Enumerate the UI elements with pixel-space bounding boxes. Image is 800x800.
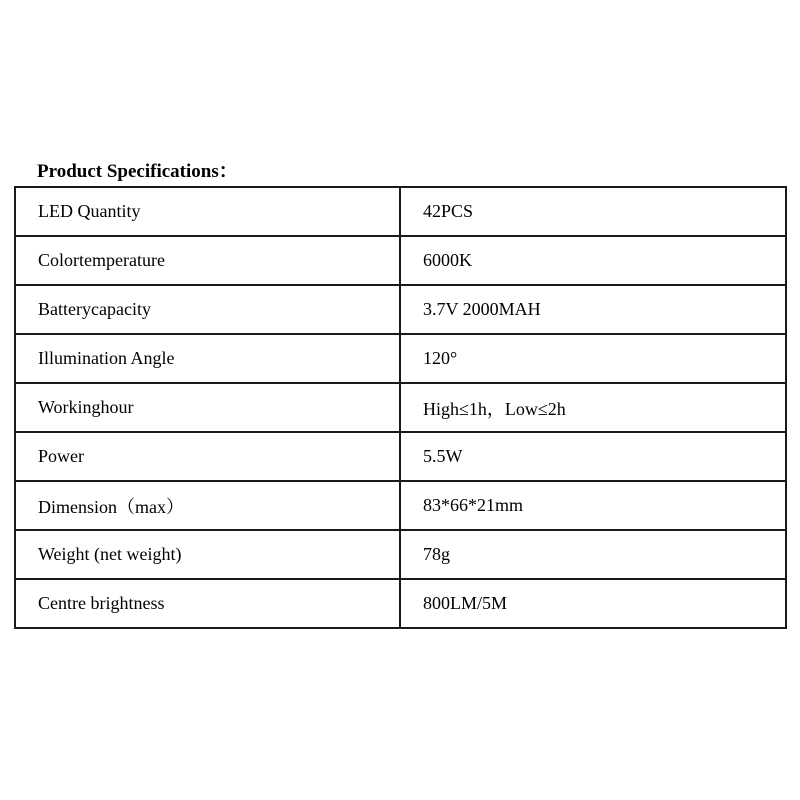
table-row	[15, 383, 786, 432]
spec-label: Illumination Angle	[15, 334, 400, 383]
spec-value: 78g	[400, 530, 786, 579]
page-title: Product Specifications：	[37, 161, 238, 182]
table-row	[15, 579, 786, 628]
table-row	[15, 530, 786, 579]
table-row	[15, 187, 786, 236]
table-row	[15, 285, 786, 334]
spec-value: 6000K	[400, 236, 786, 285]
spec-label: Workinghour	[15, 383, 400, 432]
spec-value: 120°	[400, 334, 786, 383]
spec-label: Colortemperature	[15, 236, 400, 285]
table-row	[15, 481, 786, 530]
spec-label: Centre brightness	[15, 579, 400, 628]
table-row	[15, 236, 786, 285]
spec-value: 800LM/5M	[400, 579, 786, 628]
spec-value: 5.5W	[400, 432, 786, 481]
spec-value: 83*66*21mm	[400, 481, 786, 530]
table-row	[15, 432, 786, 481]
spec-label: Power	[15, 432, 400, 481]
spec-label: Weight (net weight)	[15, 530, 400, 579]
spec-label: LED Quantity	[15, 187, 400, 236]
spec-label: Dimension（max）	[15, 481, 400, 530]
spec-value: High≤1h，Low≤2h	[400, 383, 786, 432]
spec-value: 3.7V 2000MAH	[400, 285, 786, 334]
specifications-table	[14, 186, 787, 629]
table-row	[15, 334, 786, 383]
spec-value: 42PCS	[400, 187, 786, 236]
spec-label: Batterycapacity	[15, 285, 400, 334]
